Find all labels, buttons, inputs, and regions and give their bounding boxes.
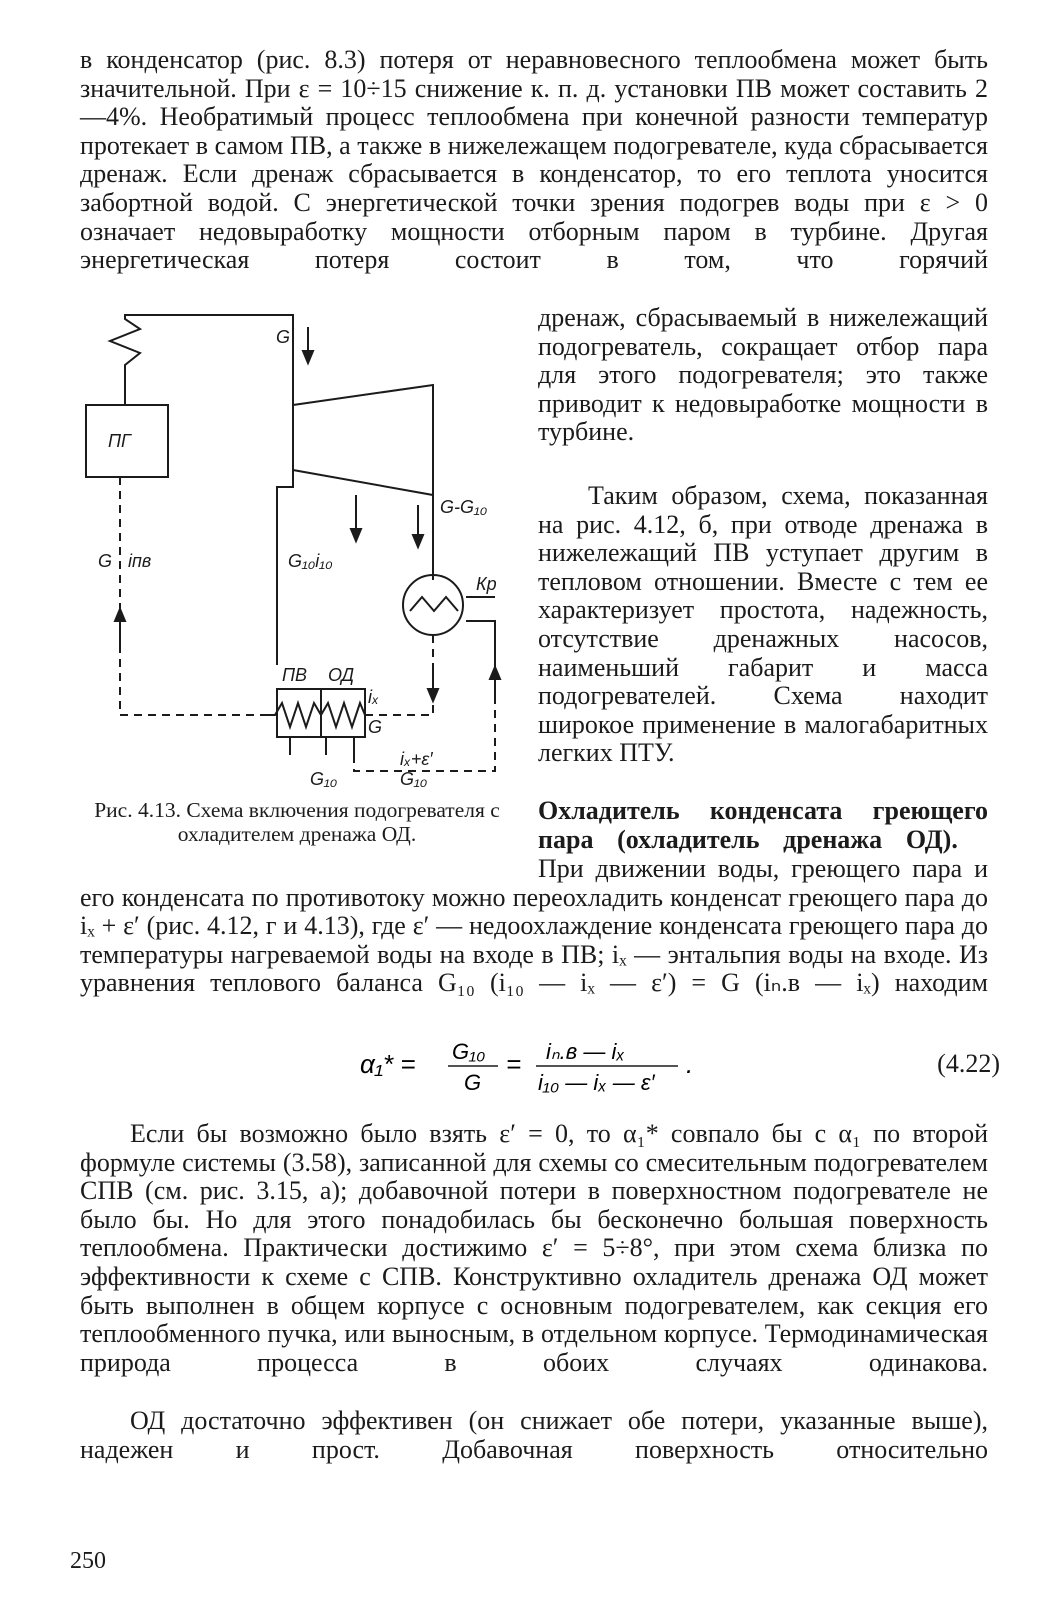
formula-frac2-num: iₙ.в — iₓ: [546, 1039, 625, 1064]
section-heading: Охладитель конденсата греющего пара (охладитель дренажа ОД).: [538, 796, 988, 854]
equation-number: (4.22): [937, 1049, 1000, 1078]
paragraph-intro: в конденсатор (рис. 8.3) потеря от неравновесного теплообмена может быть значительной. При ε = 10÷15 снижение к. п. д. установки ПВ может составить 2—4%. Необратимый процесс теплообмена при конечной разности температур протекает в самом ПВ, а также в нижележащем подогревателе, куда сбрасывается дренаж. Если дренаж сбрасывается в конденсатор, то его теплота уносится забортной водой. С энергетической точки зрения подогрев воды при ε > 0 означает недовыработку мощности отборным паром в турбине. Другая энергетическая потеря состоит в том, что горячий: [80, 45, 988, 275]
paragraph-drain-cooler: [538, 797, 988, 854]
figure-4-13-diagram: [70, 305, 530, 795]
paragraph-od-efficiency: ОД достаточно эффективен (он снижает обе потери, указанные выше), надежен и прост. Добавочная поверхность относительно: [80, 1406, 988, 1464]
page-number: 250: [70, 1548, 106, 1574]
paragraph-scheme-summary: Таким образом, схема, показанная на рис. 4.12, б, при отводе дренажа в нижележащий ПВ уступает другим в тепловом отношении. Вместе с тем ее характеризует простота, надежность, отсутствие дренажных насосов, наименьший габарит и масса подогревателей. Схема находит широкое применение в малогабаритных легких ПТУ.: [538, 481, 988, 768]
formula-frac1-num: G₁₀: [452, 1039, 486, 1064]
condenser-coil: [410, 597, 458, 611]
steam-line: [110, 315, 293, 405]
section-heading-text: [982, 825, 989, 854]
formula-frac1-den: G: [464, 1070, 482, 1095]
label-g-minus: G-G₁₀: [440, 497, 488, 517]
condensate-line: [370, 635, 433, 715]
label-od: ОД: [328, 665, 355, 685]
formula-svg: [360, 1035, 1000, 1095]
heater-pv-box: [277, 689, 321, 737]
formula-eq: =: [506, 1049, 522, 1079]
formula-tail: .: [686, 1049, 694, 1079]
label-g-top: G: [276, 327, 291, 347]
label-pg: ПГ: [108, 431, 131, 451]
paragraph-drain-cooler-continuation: При движении воды, греющего пара и его конденсата по противотоку можно переохладить конденсат греющего пара до iₓ + ε′ (рис. 4.12, г и 4.13), где ε′ — недоохлаждение конденсата греющего пара до температуры нагреваемой воды на входе в ПВ; iₓ — энтальпия воды на входе. Из уравнения теплового баланса G₁₀ (i₁₀ — iₓ — ε′) = G (iₙ.в — iₓ) находим: [80, 854, 988, 998]
label-kr: Кр: [476, 574, 497, 594]
label-g-left: G: [98, 551, 113, 571]
paragraph-ideal-case: Если бы возможно было взять ε′ = 0, то α₁* совпало бы с α₁ по второй формуле системы (3.58), записанной для схемы со смесительным подогревателем СПВ (см. рис. 3.15, а); добавочной потери в поверхностном подогревателе не было бы. Но для этого понадобилась бы бесконечно большая поверхность теплообмена. Практически достижимо ε′ = 5÷8°, при этом схема близка по эффективности к схеме с СПВ. Конструктивно охладитель дренажа ОД может быть выполнен в общем корпусе с основным подогревателем, как секция его теплообменного пучка, или выносным, в отдельном корпусе. Термодинамическая природа процесса в обоих случаях одинакова.: [80, 1119, 988, 1377]
feedwater-line: [120, 477, 260, 715]
label-g-mid: G: [368, 717, 383, 737]
label-pv: ПВ: [282, 665, 308, 685]
formula-4-22: [360, 1035, 1000, 1095]
label-ix-eps: iₓ+ε′: [400, 749, 433, 769]
label-i-pv: iпв: [128, 551, 152, 571]
formula-frac2-den: i₁₀ — iₓ — ε′: [538, 1070, 655, 1095]
turbine-shape: [293, 385, 433, 495]
cooler-od-box: [321, 689, 365, 737]
label-g10-i10: G₁₀i₁₀: [288, 551, 333, 571]
label-g10-bottom-right: G₁₀: [400, 769, 428, 789]
formula-lhs: α₁* =: [360, 1049, 416, 1079]
label-ix: iₓ: [368, 687, 379, 707]
paragraph-drain-loss: дренаж, сбрасываемый в нижележащий подогреватель, сокращает отбор пара для этого подогревателя; это также приводит к недовыработке мощности в турбине.: [538, 303, 988, 447]
figure-caption: Рис. 4.13. Схема включения подогревателя с охладителем дренажа ОД.: [94, 798, 500, 846]
label-g10-bottom-left: G₁₀: [310, 769, 338, 789]
